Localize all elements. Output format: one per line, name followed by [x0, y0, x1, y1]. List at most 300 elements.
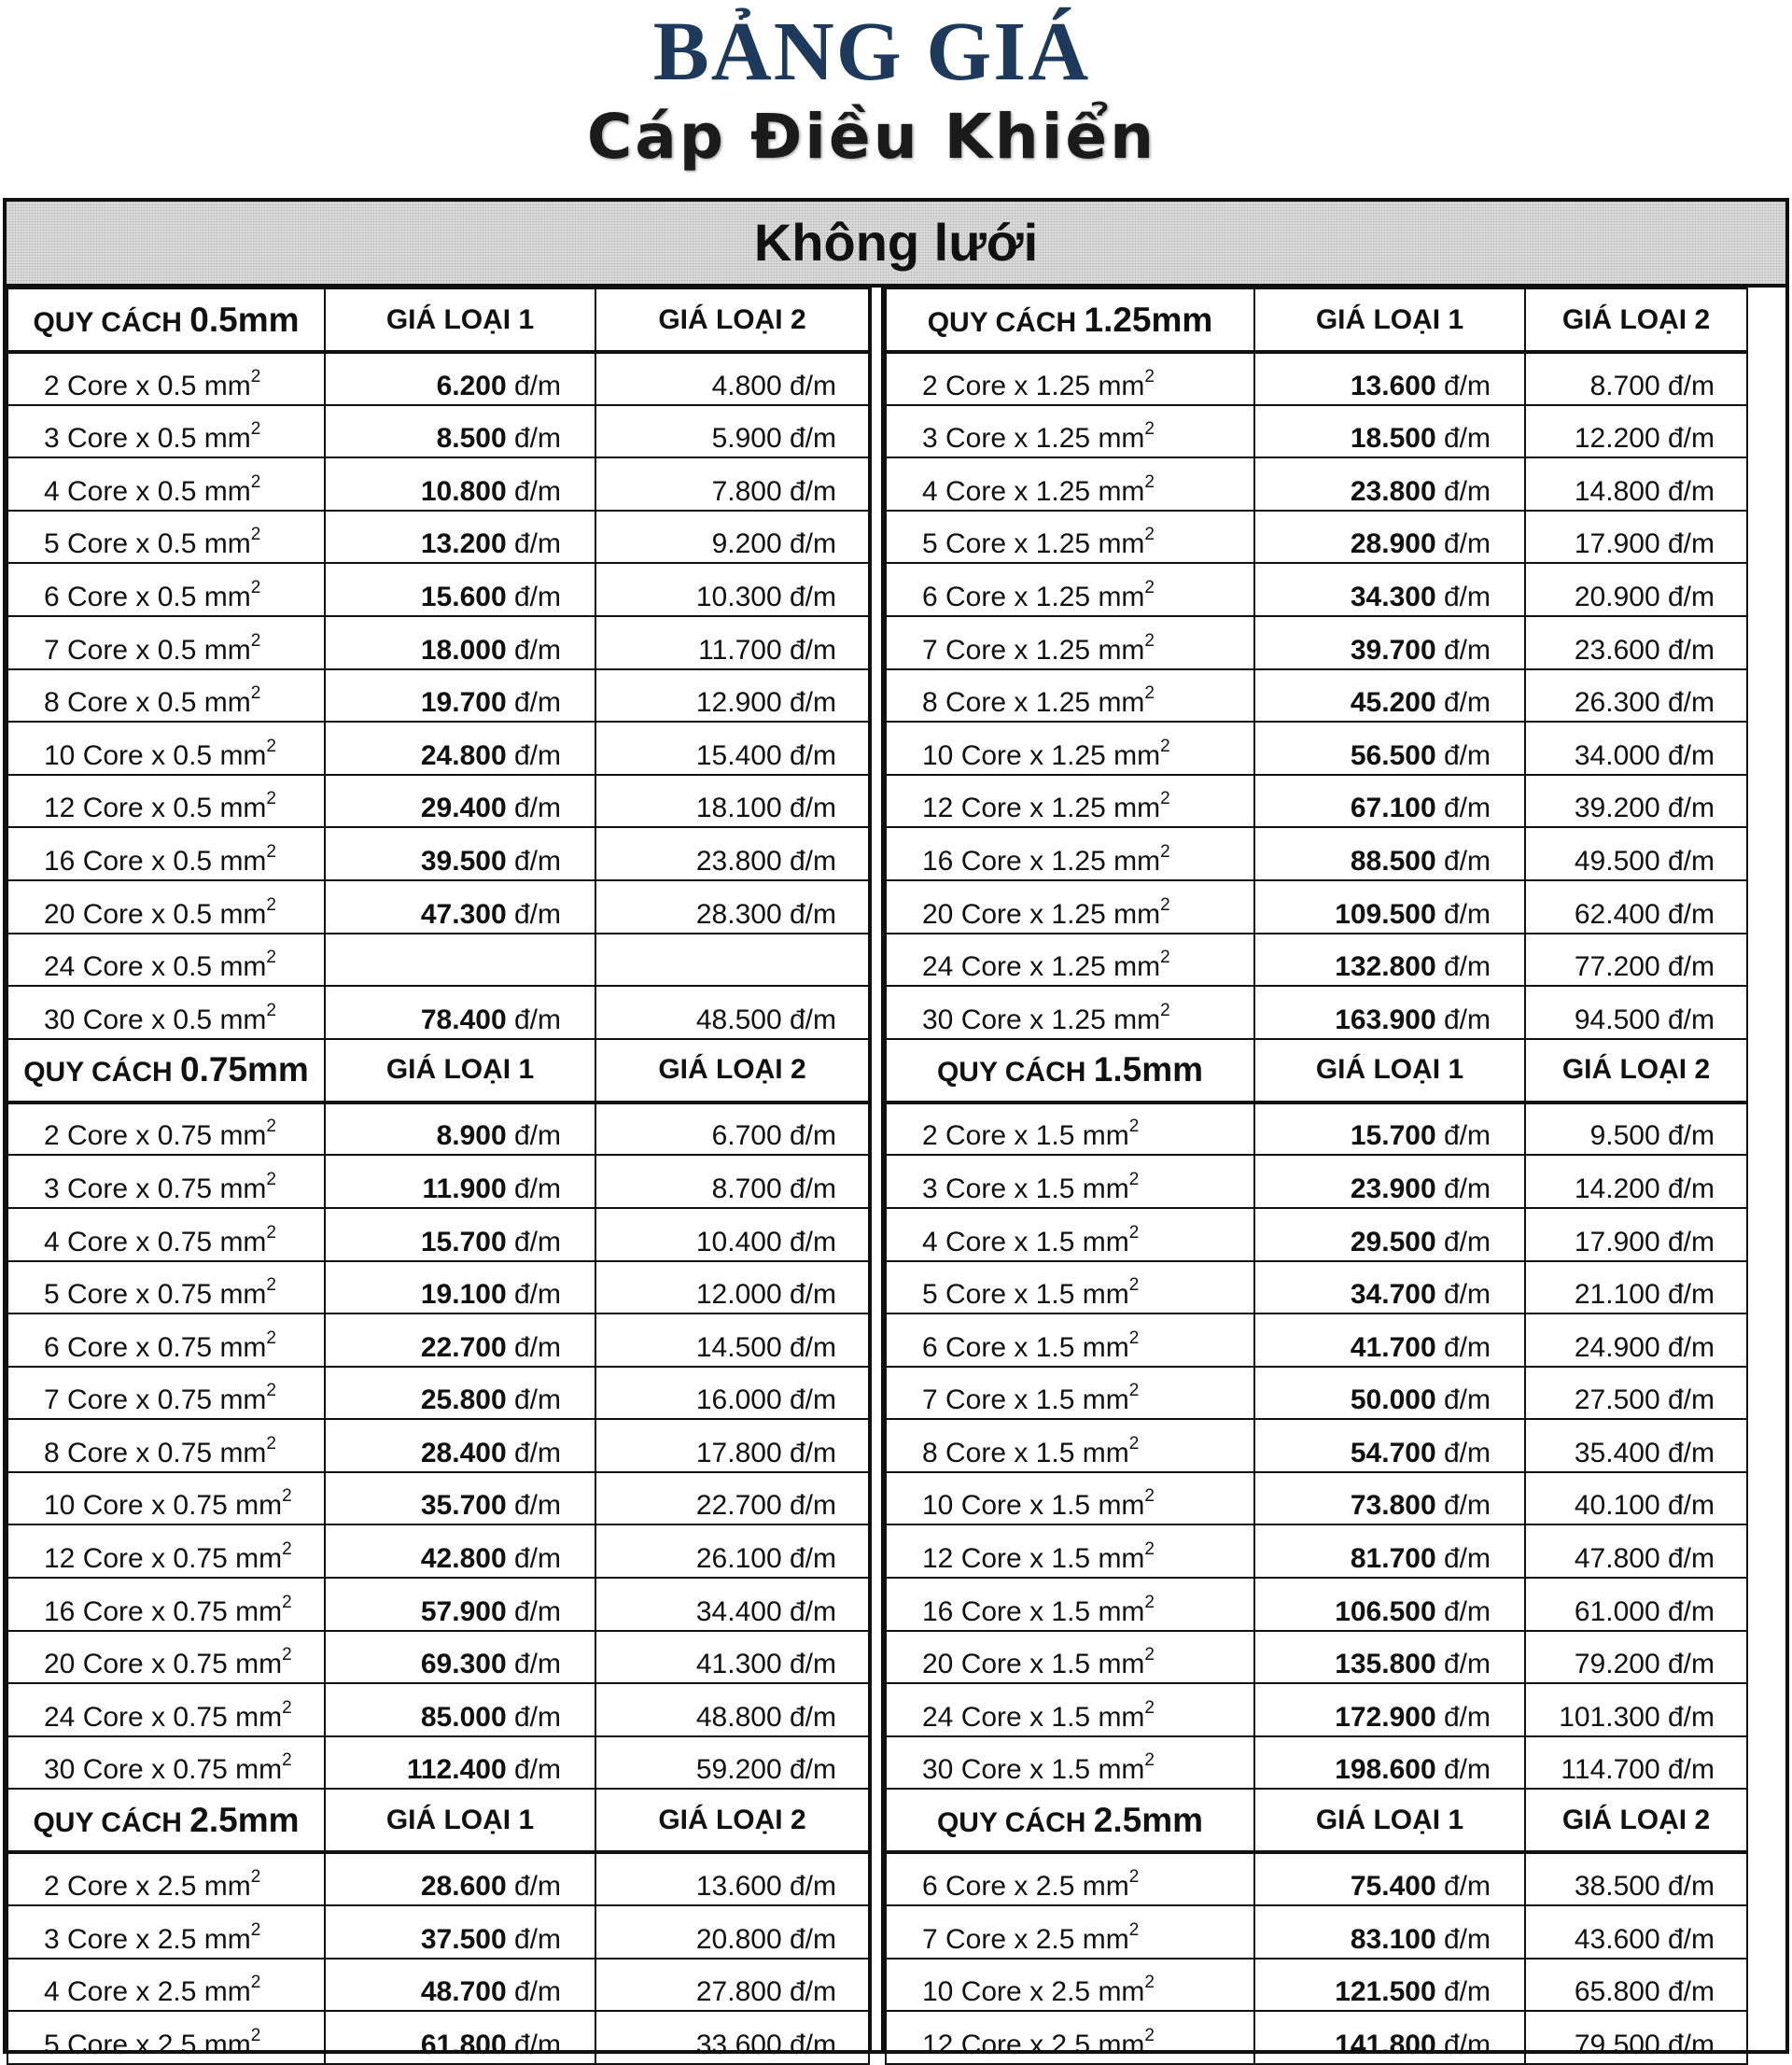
table-row — [886, 1313, 1747, 1367]
cable-spec-cell — [7, 1905, 325, 1959]
price-type-1-cell — [325, 1367, 595, 1420]
table-row — [886, 1208, 1747, 1261]
price-unit: đ/m — [513, 1226, 561, 1257]
squared-superscript: 2 — [282, 1697, 292, 1718]
spec-prefix: QUY CÁCH — [936, 1806, 1086, 1838]
price-type-2-cell — [1525, 880, 1747, 934]
price-type-2-cell — [1525, 1905, 1747, 1959]
price-unit: đ/m — [1443, 1871, 1491, 1903]
price-type-1: 13.600 — [1350, 370, 1436, 401]
table-row — [886, 1419, 1747, 1472]
spec-size: 2.5mm — [1093, 1800, 1204, 1839]
price-unit: đ/m — [1667, 687, 1715, 719]
price-type-1: 29.400 — [420, 793, 507, 824]
table-row — [7, 1313, 869, 1367]
cable-spec-cell — [886, 1155, 1254, 1208]
price-unit: đ/m — [789, 2029, 836, 2060]
price-type-1: 34.300 — [1350, 581, 1436, 612]
price-table-left — [7, 288, 870, 2065]
cable-spec-cell — [886, 457, 1254, 511]
price-type-1: 23.900 — [1350, 1173, 1436, 1204]
price-type-1: 54.700 — [1350, 1437, 1436, 1468]
price-type-2-cell — [595, 1155, 869, 1208]
price-type-2: 43.600 — [1574, 1923, 1660, 1955]
price-unit: đ/m — [789, 1120, 836, 1152]
price-type-1-cell — [1254, 1472, 1525, 1525]
cable-spec-cell — [7, 1208, 325, 1261]
price-type-1: 75.400 — [1350, 1871, 1436, 1903]
cable-spec: 5 Core x 1.5 mm — [922, 1279, 1129, 1311]
price-type-2: 8.700 — [711, 1173, 782, 1204]
table-row — [7, 405, 869, 458]
price-type-1: 109.500 — [1335, 898, 1436, 930]
price-type-1: 69.300 — [420, 1649, 507, 1680]
price-type-2-cell — [595, 1524, 869, 1578]
price-unit: đ/m — [1443, 687, 1491, 719]
price-type-2: 6.700 — [711, 1120, 782, 1152]
price-type-2: 39.200 — [1574, 793, 1660, 824]
cable-spec-cell — [7, 1103, 325, 1156]
price-type-1: 25.800 — [420, 1384, 507, 1416]
squared-superscript: 2 — [1160, 789, 1170, 809]
price-type-2-cell — [1525, 669, 1747, 723]
cable-spec: 5 Core x 0.75 mm — [44, 1279, 267, 1311]
cable-spec: 4 Core x 1.25 mm — [922, 475, 1145, 507]
cable-spec-cell — [886, 1472, 1254, 1525]
price-unit: đ/m — [513, 1490, 561, 1522]
section-header — [886, 1039, 1747, 1103]
table-row — [7, 1208, 869, 1261]
squared-superscript: 2 — [282, 1645, 292, 1665]
cable-spec: 10 Core x 1.25 mm — [922, 739, 1161, 771]
price-unit: đ/m — [1667, 793, 1715, 824]
price-type-1: 28.400 — [420, 1437, 507, 1468]
price-type-1-cell — [1254, 1419, 1525, 1472]
price-type-2-cell — [1525, 616, 1747, 669]
price-type-1-cell — [1254, 1155, 1525, 1208]
price-type-1-cell — [325, 1472, 595, 1525]
price-unit: đ/m — [1667, 1490, 1715, 1522]
cable-spec-cell — [7, 1367, 325, 1420]
squared-superscript: 2 — [1144, 366, 1155, 386]
price-type-1-header: GIÁ LOẠI 1 — [1254, 1789, 1525, 1852]
price-type-2-cell — [1525, 1959, 1747, 2012]
squared-superscript: 2 — [250, 471, 261, 492]
price-type-1-cell — [325, 352, 595, 405]
cable-spec-cell — [7, 563, 325, 616]
table-row — [7, 1103, 869, 1156]
price-unit: đ/m — [1443, 739, 1491, 771]
cable-spec: 6 Core x 1.25 mm — [922, 581, 1145, 612]
price-type-2: 41.300 — [695, 1649, 782, 1680]
cable-spec: 2 Core x 1.25 mm — [922, 370, 1145, 401]
table-row — [886, 563, 1747, 616]
price-type-2-cell — [1525, 352, 1747, 405]
table-row — [7, 352, 869, 405]
price-unit: đ/m — [1443, 1701, 1491, 1733]
price-unit: đ/m — [513, 1649, 561, 1680]
price-type-1: 56.500 — [1350, 739, 1436, 771]
price-type-2-cell — [1525, 1524, 1747, 1578]
table-row — [7, 986, 869, 1039]
price-unit: đ/m — [789, 1649, 836, 1680]
table-row — [7, 934, 869, 987]
price-unit: đ/m — [1667, 1543, 1715, 1575]
cable-spec: 12 Core x 0.5 mm — [44, 793, 267, 824]
price-type-2: 12.000 — [695, 1279, 782, 1311]
table-row — [7, 511, 869, 564]
page-subtitle: Cáp Điều Khiển — [586, 101, 1157, 173]
price-unit: đ/m — [1443, 1543, 1491, 1575]
cable-spec-cell — [886, 1313, 1254, 1367]
price-unit: đ/m — [789, 793, 836, 824]
cable-spec: 4 Core x 0.75 mm — [44, 1226, 267, 1257]
price-type-1-cell — [325, 669, 595, 723]
table-row — [886, 1959, 1747, 2012]
price-table-frame — [3, 198, 1789, 2060]
squared-superscript: 2 — [1144, 1750, 1155, 1771]
price-type-2-cell — [1525, 1313, 1747, 1367]
price-unit: đ/m — [1667, 1226, 1715, 1257]
price-type-2-cell — [595, 669, 869, 723]
table-row — [886, 511, 1747, 564]
price-type-2-cell — [1525, 1472, 1747, 1525]
table-row — [886, 880, 1747, 934]
price-unit: đ/m — [1443, 845, 1491, 877]
section-header — [7, 288, 869, 352]
price-type-2: 28.300 — [695, 898, 782, 930]
squared-superscript: 2 — [1144, 525, 1155, 545]
spec-size: 1.25mm — [1084, 300, 1213, 339]
squared-superscript: 2 — [266, 841, 276, 862]
price-type-2: 79.200 — [1574, 1649, 1660, 1680]
price-type-1: 88.500 — [1350, 845, 1436, 877]
price-type-1-cell — [1254, 1103, 1525, 1156]
price-unit: đ/m — [1443, 898, 1491, 930]
squared-superscript: 2 — [1144, 419, 1155, 440]
cable-spec-cell — [886, 669, 1254, 723]
price-type-2-cell — [595, 880, 869, 934]
price-unit: đ/m — [1443, 1331, 1491, 1363]
table-row — [886, 669, 1747, 723]
cable-spec: 3 Core x 2.5 mm — [44, 1923, 251, 1955]
price-type-2: 47.800 — [1574, 1543, 1660, 1575]
price-type-1: 57.900 — [420, 1595, 507, 1627]
price-type-1-cell — [1254, 563, 1525, 616]
price-type-1: 45.200 — [1350, 687, 1436, 719]
price-type-1-cell — [325, 934, 595, 987]
price-unit: đ/m — [513, 581, 561, 612]
squared-superscript: 2 — [266, 1000, 276, 1020]
squared-superscript: 2 — [250, 1919, 261, 1940]
cable-spec: 20 Core x 1.5 mm — [922, 1649, 1145, 1680]
cable-spec-cell — [7, 1261, 325, 1314]
cable-spec: 20 Core x 0.5 mm — [44, 898, 267, 930]
price-unit: đ/m — [513, 1173, 561, 1204]
price-unit: đ/m — [1443, 1120, 1491, 1152]
price-unit: đ/m — [1667, 1923, 1715, 1955]
cable-spec-cell — [7, 1578, 325, 1631]
cable-spec-cell — [886, 934, 1254, 987]
price-unit: đ/m — [1667, 739, 1715, 771]
price-type-2-cell — [595, 775, 869, 828]
squared-superscript: 2 — [250, 419, 261, 440]
price-unit: đ/m — [789, 1871, 836, 1903]
cable-spec: 7 Core x 1.25 mm — [922, 634, 1145, 666]
price-type-1: 47.300 — [420, 898, 507, 930]
price-type-1: 39.700 — [1350, 634, 1436, 666]
price-unit: đ/m — [1667, 845, 1715, 877]
price-type-2: 17.900 — [1574, 528, 1660, 560]
cable-spec-cell — [886, 1367, 1254, 1420]
cable-spec: 20 Core x 1.25 mm — [922, 898, 1161, 930]
price-type-1: 29.500 — [1350, 1226, 1436, 1257]
price-unit: đ/m — [789, 1595, 836, 1627]
price-type-2-cell — [1525, 1103, 1747, 1156]
cable-spec-cell — [7, 1631, 325, 1684]
price-type-2: 26.100 — [695, 1543, 782, 1575]
price-type-1: 24.800 — [420, 739, 507, 771]
table-row — [7, 1683, 869, 1736]
price-type-2: 77.200 — [1574, 951, 1660, 983]
price-type-1-cell — [325, 1155, 595, 1208]
price-type-1-cell — [325, 1631, 595, 1684]
table-row — [886, 1852, 1747, 1905]
price-unit: đ/m — [1443, 528, 1491, 560]
price-type-1: 15.700 — [1350, 1120, 1436, 1152]
price-type-2: 35.400 — [1574, 1437, 1660, 1468]
squared-superscript: 2 — [250, 630, 261, 651]
table-row — [7, 1155, 869, 1208]
price-unit: đ/m — [513, 1754, 561, 1786]
price-unit: đ/m — [789, 1490, 836, 1522]
price-type-1: 6.200 — [436, 370, 507, 401]
price-unit: đ/m — [1667, 581, 1715, 612]
price-unit: đ/m — [513, 1543, 561, 1575]
table-row — [7, 1367, 869, 1420]
price-unit: đ/m — [789, 1226, 836, 1257]
cable-spec: 12 Core x 1.5 mm — [922, 1543, 1145, 1575]
squared-superscript: 2 — [266, 1275, 276, 1296]
cable-spec: 24 Core x 0.5 mm — [44, 951, 267, 983]
price-unit: đ/m — [513, 1331, 561, 1363]
price-type-1: 15.700 — [420, 1226, 507, 1257]
price-unit: đ/m — [1443, 1384, 1491, 1416]
squared-superscript: 2 — [1128, 1867, 1140, 1888]
price-type-1: 28.900 — [1350, 528, 1436, 560]
table-row — [7, 722, 869, 775]
cable-spec-cell — [7, 2011, 325, 2064]
price-unit: đ/m — [1667, 1976, 1715, 2008]
cable-spec: 24 Core x 1.25 mm — [922, 951, 1161, 983]
price-type-1: 198.600 — [1335, 1754, 1436, 1786]
price-type-1: 50.000 — [1350, 1384, 1436, 1416]
spec-size: 2.5mm — [189, 1800, 300, 1839]
price-unit: đ/m — [1443, 370, 1491, 401]
cable-spec: 3 Core x 1.25 mm — [922, 423, 1145, 455]
price-type-2-cell — [1525, 1683, 1747, 1736]
cable-spec-cell — [886, 880, 1254, 934]
cable-spec: 8 Core x 0.75 mm — [44, 1437, 267, 1468]
table-row — [7, 1261, 869, 1314]
price-type-2: 12.200 — [1574, 423, 1660, 455]
price-type-2-cell — [595, 1419, 869, 1472]
price-type-1: 8.500 — [436, 423, 507, 455]
squared-superscript: 2 — [1160, 841, 1170, 862]
price-unit: đ/m — [513, 793, 561, 824]
price-type-2: 4.800 — [711, 370, 782, 401]
section-header — [7, 1789, 869, 1852]
price-unit: đ/m — [1443, 1923, 1491, 1955]
page-title: BẢNG GIÁ — [652, 6, 1091, 98]
cable-spec-cell — [886, 722, 1254, 775]
cable-spec-cell — [886, 352, 1254, 405]
price-type-1: 19.100 — [420, 1279, 507, 1311]
cable-spec: 24 Core x 1.5 mm — [922, 1701, 1145, 1733]
price-type-2: 14.800 — [1574, 475, 1660, 507]
cable-spec-cell — [7, 722, 325, 775]
price-type-2-cell — [1525, 1852, 1747, 1905]
price-type-1-cell — [1254, 986, 1525, 1039]
squared-superscript: 2 — [266, 1433, 276, 1454]
price-unit: đ/m — [1667, 1437, 1715, 1468]
price-type-1: 172.900 — [1335, 1701, 1436, 1733]
price-type-2-cell — [1525, 1736, 1747, 1790]
table-row — [886, 1103, 1747, 1156]
price-type-1-cell — [1254, 1683, 1525, 1736]
section-banner: Không lưới — [7, 202, 1785, 288]
spec-header — [7, 1039, 325, 1103]
cable-spec: 7 Core x 0.5 mm — [44, 634, 251, 666]
price-type-1-cell — [1254, 669, 1525, 723]
price-type-2: 21.100 — [1574, 1279, 1660, 1311]
squared-superscript: 2 — [1128, 1381, 1140, 1401]
squared-superscript: 2 — [1128, 1275, 1140, 1296]
squared-superscript: 2 — [1160, 894, 1170, 915]
cable-spec: 7 Core x 0.75 mm — [44, 1384, 267, 1416]
price-type-2: 65.800 — [1574, 1976, 1660, 2008]
price-type-1: 13.200 — [420, 528, 507, 560]
price-type-1-cell — [325, 511, 595, 564]
price-unit: đ/m — [1443, 1004, 1491, 1035]
price-type-2-cell — [595, 1472, 869, 1525]
section-header — [886, 1789, 1747, 1852]
price-type-1: 39.500 — [420, 845, 507, 877]
price-type-1-cell — [325, 1905, 595, 1959]
squared-superscript: 2 — [1128, 1169, 1140, 1189]
section-header — [7, 1039, 869, 1103]
price-type-1-cell — [325, 1524, 595, 1578]
cable-spec-cell — [886, 1524, 1254, 1578]
cable-spec: 5 Core x 1.25 mm — [922, 528, 1145, 560]
cable-spec: 7 Core x 1.5 mm — [922, 1384, 1129, 1416]
cable-spec-cell — [886, 1103, 1254, 1156]
price-type-2: 61.000 — [1574, 1595, 1660, 1627]
price-type-1-cell — [325, 827, 595, 880]
squared-superscript: 2 — [1128, 1222, 1140, 1243]
price-type-2: 8.700 — [1589, 370, 1660, 401]
cable-spec-cell — [7, 1313, 325, 1367]
table-row — [7, 1578, 869, 1631]
table-row — [7, 1959, 869, 2012]
price-type-1-cell — [325, 1208, 595, 1261]
price-unit: đ/m — [1443, 1976, 1491, 2008]
squared-superscript: 2 — [1160, 948, 1170, 968]
price-type-2: 59.200 — [695, 1754, 782, 1786]
price-type-2-cell — [1525, 405, 1747, 458]
price-type-1: 163.900 — [1335, 1004, 1436, 1035]
price-type-1-header: GIÁ LOẠI 1 — [1254, 1039, 1525, 1103]
price-unit: đ/m — [1443, 1490, 1491, 1522]
cable-spec: 10 Core x 0.5 mm — [44, 739, 267, 771]
squared-superscript: 2 — [282, 1486, 292, 1507]
cable-spec: 16 Core x 0.75 mm — [44, 1595, 283, 1627]
price-type-1: 22.700 — [420, 1331, 507, 1363]
price-type-1-cell — [325, 986, 595, 1039]
price-type-2-cell — [595, 1313, 869, 1367]
cable-spec: 3 Core x 1.5 mm — [922, 1173, 1129, 1204]
table-row — [7, 616, 869, 669]
price-unit: đ/m — [1443, 581, 1491, 612]
table-row — [7, 669, 869, 723]
price-type-1: 37.500 — [420, 1923, 507, 1955]
price-type-1-header: GIÁ LOẠI 1 — [1254, 288, 1525, 352]
price-unit: đ/m — [789, 1976, 836, 2008]
cable-spec-cell — [7, 1472, 325, 1525]
price-type-1-cell — [1254, 1524, 1525, 1578]
price-type-2-cell — [1525, 511, 1747, 564]
price-type-1-cell — [1254, 827, 1525, 880]
cable-spec-cell — [7, 934, 325, 987]
price-type-2-cell — [1525, 563, 1747, 616]
squared-superscript: 2 — [1160, 1000, 1170, 1020]
price-unit: đ/m — [513, 423, 561, 455]
price-unit: đ/m — [1667, 1173, 1715, 1204]
price-unit: đ/m — [789, 370, 836, 401]
price-type-2: 34.000 — [1574, 739, 1660, 771]
squared-superscript: 2 — [1128, 1919, 1140, 1940]
price-type-1-cell — [325, 1103, 595, 1156]
price-type-2-cell — [595, 1905, 869, 1959]
price-type-2-cell — [1525, 1367, 1747, 1420]
price-type-2-header: GIÁ LOẠI 2 — [1525, 288, 1747, 352]
spec-prefix: QUY CÁCH — [33, 306, 182, 338]
price-type-2: 18.100 — [695, 793, 782, 824]
price-type-1-cell — [1254, 616, 1525, 669]
price-type-2: 5.900 — [711, 423, 782, 455]
cable-spec: 5 Core x 2.5 mm — [44, 2029, 251, 2060]
price-type-1: 67.100 — [1350, 793, 1436, 824]
price-unit: đ/m — [789, 1754, 836, 1786]
cable-spec: 3 Core x 0.75 mm — [44, 1173, 267, 1204]
price-unit: đ/m — [513, 739, 561, 771]
price-type-2: 20.800 — [695, 1923, 782, 1955]
price-unit: đ/m — [789, 845, 836, 877]
price-type-1: 81.700 — [1350, 1543, 1436, 1575]
squared-superscript: 2 — [250, 683, 261, 704]
cable-spec-cell — [7, 352, 325, 405]
price-type-2: 10.300 — [695, 581, 782, 612]
price-unit: đ/m — [513, 1976, 561, 2008]
table-row — [7, 827, 869, 880]
price-type-1-cell — [1254, 1367, 1525, 1420]
price-type-1-cell — [325, 880, 595, 934]
squared-superscript: 2 — [1144, 1539, 1155, 1560]
price-type-1-cell — [325, 1313, 595, 1367]
squared-superscript: 2 — [250, 366, 261, 386]
table-row — [886, 934, 1747, 987]
price-unit: đ/m — [513, 1701, 561, 1733]
